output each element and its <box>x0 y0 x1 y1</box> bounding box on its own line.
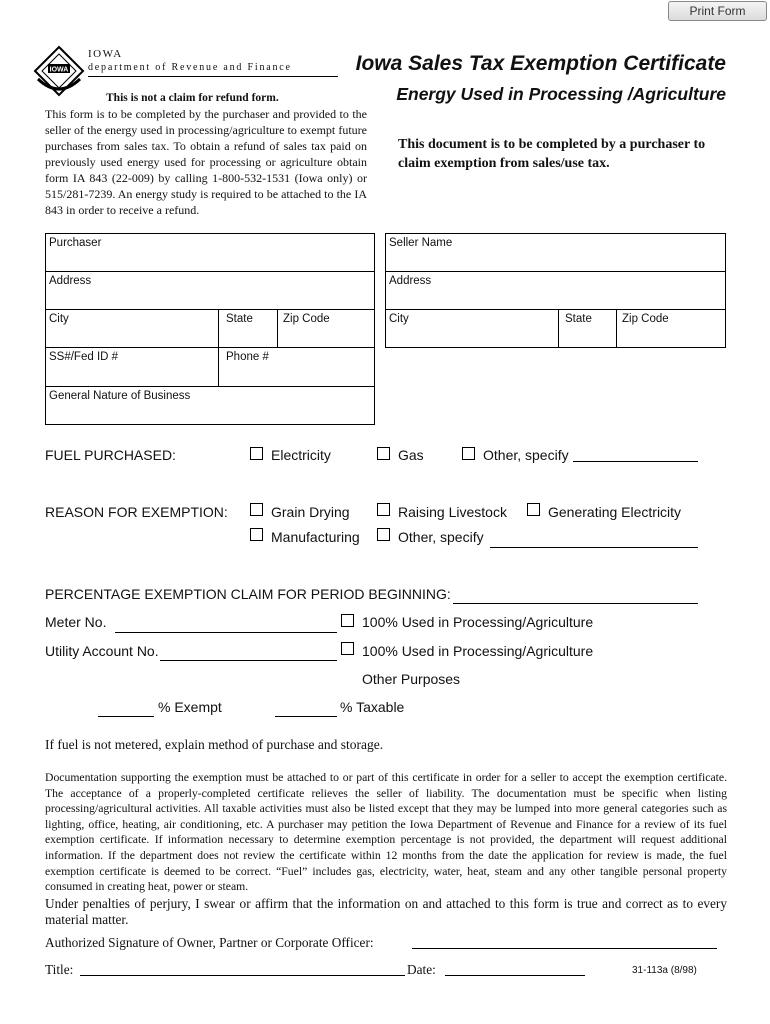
form-title: Iowa Sales Tax Exemption Certificate <box>355 52 726 75</box>
dept-rule <box>88 76 338 77</box>
date-input[interactable] <box>445 975 585 976</box>
raising-livestock-label: Raising Livestock <box>398 504 507 520</box>
iowa-seal-logo <box>33 45 85 97</box>
print-form-button[interactable]: Print Form <box>668 1 767 21</box>
utility-account-label: Utility Account No. <box>45 643 159 659</box>
title-label: Title: <box>45 962 74 977</box>
seller-name-field[interactable]: Seller Name <box>389 237 453 249</box>
utility-used-label: 100% Used in Processing/Agriculture <box>362 643 594 659</box>
manufacturing-checkbox[interactable] <box>250 528 263 541</box>
purchaser-note: This document is to be completed by a purchaser to claim exemption from sales/use tax. <box>398 137 706 171</box>
title-input[interactable] <box>80 975 405 976</box>
fuel-other-label: Other, specify <box>483 447 569 463</box>
seller-city-field[interactable]: City <box>389 313 409 325</box>
reason-other-input[interactable] <box>490 547 698 548</box>
manufacturing-label: Manufacturing <box>271 529 360 545</box>
grain-drying-checkbox[interactable] <box>250 503 263 516</box>
electricity-label: Electricity <box>271 447 331 463</box>
generating-electricity-checkbox[interactable] <box>527 503 540 516</box>
other-purposes-label: Other Purposes <box>362 671 461 687</box>
perjury-statement: Under penalties of perjury, I swear or affirm that the information on and attached to this form is true and correct as to every material matter. <box>45 896 727 927</box>
intro-paragraph: This form is to be completed by the purchaser and provided to the seller of the energy used in processing/agriculture to exempt future purchases from sales tax. To obtain a refund of sales tax paid on previously used energy used for processing or agriculture obtain form IA 843 (22-009) by calling 1-800-532-1531 (Iowa only) or 515/281-7239. An energy study is required to be attached to the IA 843 in order to receive a refund. <box>45 107 367 217</box>
dept-name-line1: IOWA <box>88 48 123 60</box>
gas-label: Gas <box>398 447 424 463</box>
purchaser-state-field[interactable]: State <box>226 313 253 325</box>
documentation-paragraph: Documentation supporting the exemption must be attached to or part of this certificate in order for a seller to accept the exemption certificate. The acceptance of a properly-completed certificate relieves the seller of liability. The documentation must be specific when listing processing/agricultural activities. All taxable activities must also be listed except that they may be lumped into more general categories such as lighting, office, heating, air conditioning, etc. A purchaser may petition the Iowa Department of Revenue and Finance for a review of its fuel exemption certificate. If information necessary to determine exemption percentage is not provided, the department will request additional information. If the department does not review the certificate within 12 months from the date the application for review is made, the fuel exemption certificate is deemed to be correct. “Fuel” includes gas, electricity, water, heat, steam and any other tangible personal property consumed in creating heat, power or steam. <box>45 771 727 894</box>
signature-label: Authorized Signature of Owner, Partner or Corporate Officer: <box>45 935 374 950</box>
fuel-explanation-label: If fuel is not metered, explain method of purchase and storage. <box>45 737 384 752</box>
gas-checkbox[interactable] <box>377 447 390 460</box>
purchaser-ssn-field[interactable]: SS#/Fed ID # <box>49 351 119 363</box>
grain-drying-label: Grain Drying <box>271 504 350 520</box>
purchaser-address-field[interactable]: Address <box>49 275 92 287</box>
meter-used-label: 100% Used in Processing/Agriculture <box>362 614 594 630</box>
signature-input[interactable] <box>412 948 717 949</box>
percentage-claim-label: PERCENTAGE EXEMPTION CLAIM FOR PERIOD BEGINNING: <box>45 586 451 602</box>
percent-exempt-label: % Exempt <box>158 699 222 715</box>
business-nature-field[interactable]: General Nature of Business <box>49 390 191 402</box>
fuel-purchased-label: FUEL PURCHASED: <box>45 447 176 463</box>
reason-other-checkbox[interactable] <box>377 528 390 541</box>
fuel-other-input[interactable] <box>573 461 698 462</box>
percent-taxable-label: % Taxable <box>340 699 405 715</box>
utility-used-checkbox[interactable] <box>341 642 354 655</box>
seller-zip-field[interactable]: Zip Code <box>622 313 669 325</box>
meter-used-checkbox[interactable] <box>341 614 354 627</box>
purchaser-zip-field[interactable]: Zip Code <box>283 313 330 325</box>
raising-livestock-checkbox[interactable] <box>377 503 390 516</box>
meter-no-input[interactable] <box>115 632 337 633</box>
utility-account-input[interactable] <box>160 660 337 661</box>
purchaser-city-field[interactable]: City <box>49 313 69 325</box>
meter-no-label: Meter No. <box>45 614 107 630</box>
not-claim-note: This is not a claim for refund form. <box>106 92 279 104</box>
date-label: Date: <box>407 962 436 977</box>
electricity-checkbox[interactable] <box>250 447 263 460</box>
period-beginning-input[interactable] <box>453 603 698 604</box>
form-subtitle: Energy Used in Processing /Agriculture <box>396 84 726 104</box>
form-number: 31-113a (8/98) <box>632 965 697 976</box>
fuel-other-checkbox[interactable] <box>462 447 475 460</box>
purchaser-field[interactable]: Purchaser <box>49 237 102 249</box>
generating-electricity-label: Generating Electricity <box>548 504 682 520</box>
reason-other-label: Other, specify <box>398 529 484 545</box>
dept-name-line2: department of Revenue and Finance <box>88 62 292 73</box>
logo-text: IOWA <box>49 66 69 74</box>
purchaser-phone-field[interactable]: Phone # <box>226 351 269 363</box>
percent-exempt-input[interactable] <box>98 716 154 717</box>
reason-label: REASON FOR EXEMPTION: <box>45 504 228 520</box>
seller-address-field[interactable]: Address <box>389 275 432 287</box>
seller-state-field[interactable]: State <box>565 313 592 325</box>
percent-taxable-input[interactable] <box>275 716 337 717</box>
